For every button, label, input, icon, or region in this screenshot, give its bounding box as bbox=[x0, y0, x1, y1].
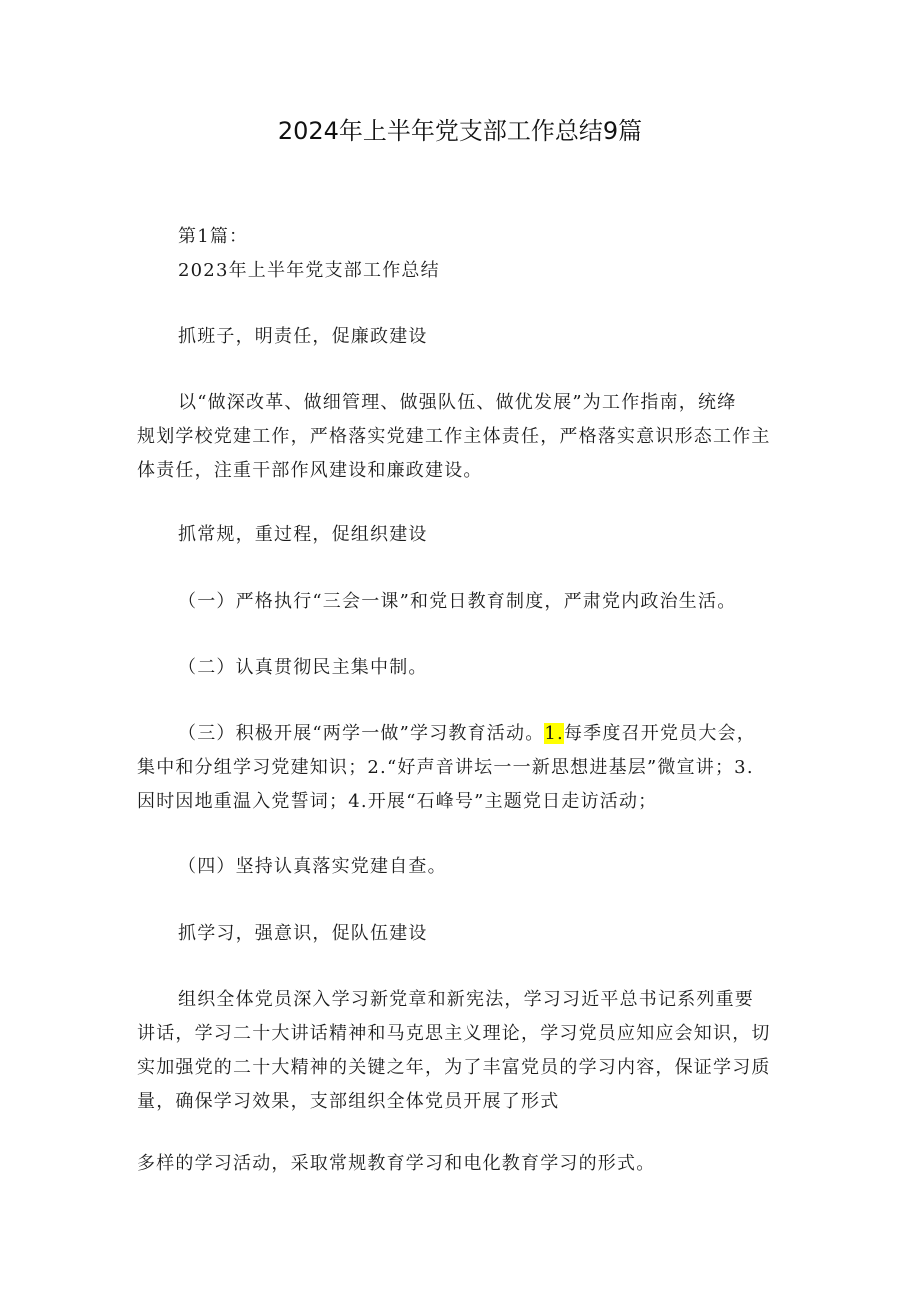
section-subtitle: 2023年上半年党支部工作总结 bbox=[178, 260, 440, 281]
list-item-3-rest: 每季度召开党员大会， bbox=[563, 723, 756, 744]
paragraph-line: 组织全体党员深入学习新党章和新宪法，学习习近平总书记系列重要 bbox=[178, 989, 754, 1010]
list-item-3 bbox=[137, 717, 797, 819]
paragraph-leadership bbox=[137, 386, 797, 488]
paragraph-line: 量，确保学习效果，支部组织全体党员开展了形式 bbox=[137, 1091, 560, 1112]
document-title: 2024年上半年党支部工作总结9篇 bbox=[277, 117, 643, 145]
paragraph-line: 集中和分组学习党建知识；2.“好声音讲坛一一新思想进基层”微宣讲；3. bbox=[137, 757, 754, 778]
paragraph-line: 体责任，注重干部作风建设和廉政建设。 bbox=[137, 460, 483, 481]
paragraph-study bbox=[137, 983, 797, 1119]
part-label: 第1篇： bbox=[178, 226, 249, 247]
paragraph-line: 因时因地重温入党誓词；4.开展“石峰号”主题党日走访活动； bbox=[137, 791, 658, 812]
section-heading-study: 抓学习，强意识，促队伍建设 bbox=[178, 923, 428, 944]
paragraph-line: 规划学校党建工作，严格落实党建工作主体责任，严格落实意识形态工作主 bbox=[137, 426, 771, 447]
highlight-mark: 1. bbox=[544, 723, 564, 744]
list-item-3-lead: （三）积极开展“两学一做”学习教育活动。 bbox=[178, 723, 545, 744]
paragraph-line: 实加强党的二十大精神的关键之年，为了丰富党员的学习内容，保证学习质 bbox=[137, 1057, 771, 1078]
list-item-1: （一）严格执行“三会一课”和党日教育制度，严肃党内政治生活。 bbox=[178, 591, 737, 612]
paragraph-line: 讲话，学习二十大讲话精神和马克思主义理论，学习党员应知应会知识，切 bbox=[137, 1023, 771, 1044]
list-item-2: （二）认真贯彻民主集中制。 bbox=[178, 657, 428, 678]
list-item-3-first-line bbox=[137, 717, 797, 751]
section-heading-organization: 抓常规，重过程，促组织建设 bbox=[178, 524, 428, 545]
section-heading-leadership: 抓班子，明责任，促廉政建设 bbox=[178, 326, 428, 347]
paragraph-continuation: 多样的学习活动，采取常规教育学习和电化教育学习的形式。 bbox=[137, 1153, 656, 1174]
paragraph-line: 以“做深改革、做细管理、做强队伍、做优发展”为工作指南，统绛 bbox=[178, 392, 737, 413]
list-item-4: （四）坚持认真落实党建自查。 bbox=[178, 856, 447, 877]
